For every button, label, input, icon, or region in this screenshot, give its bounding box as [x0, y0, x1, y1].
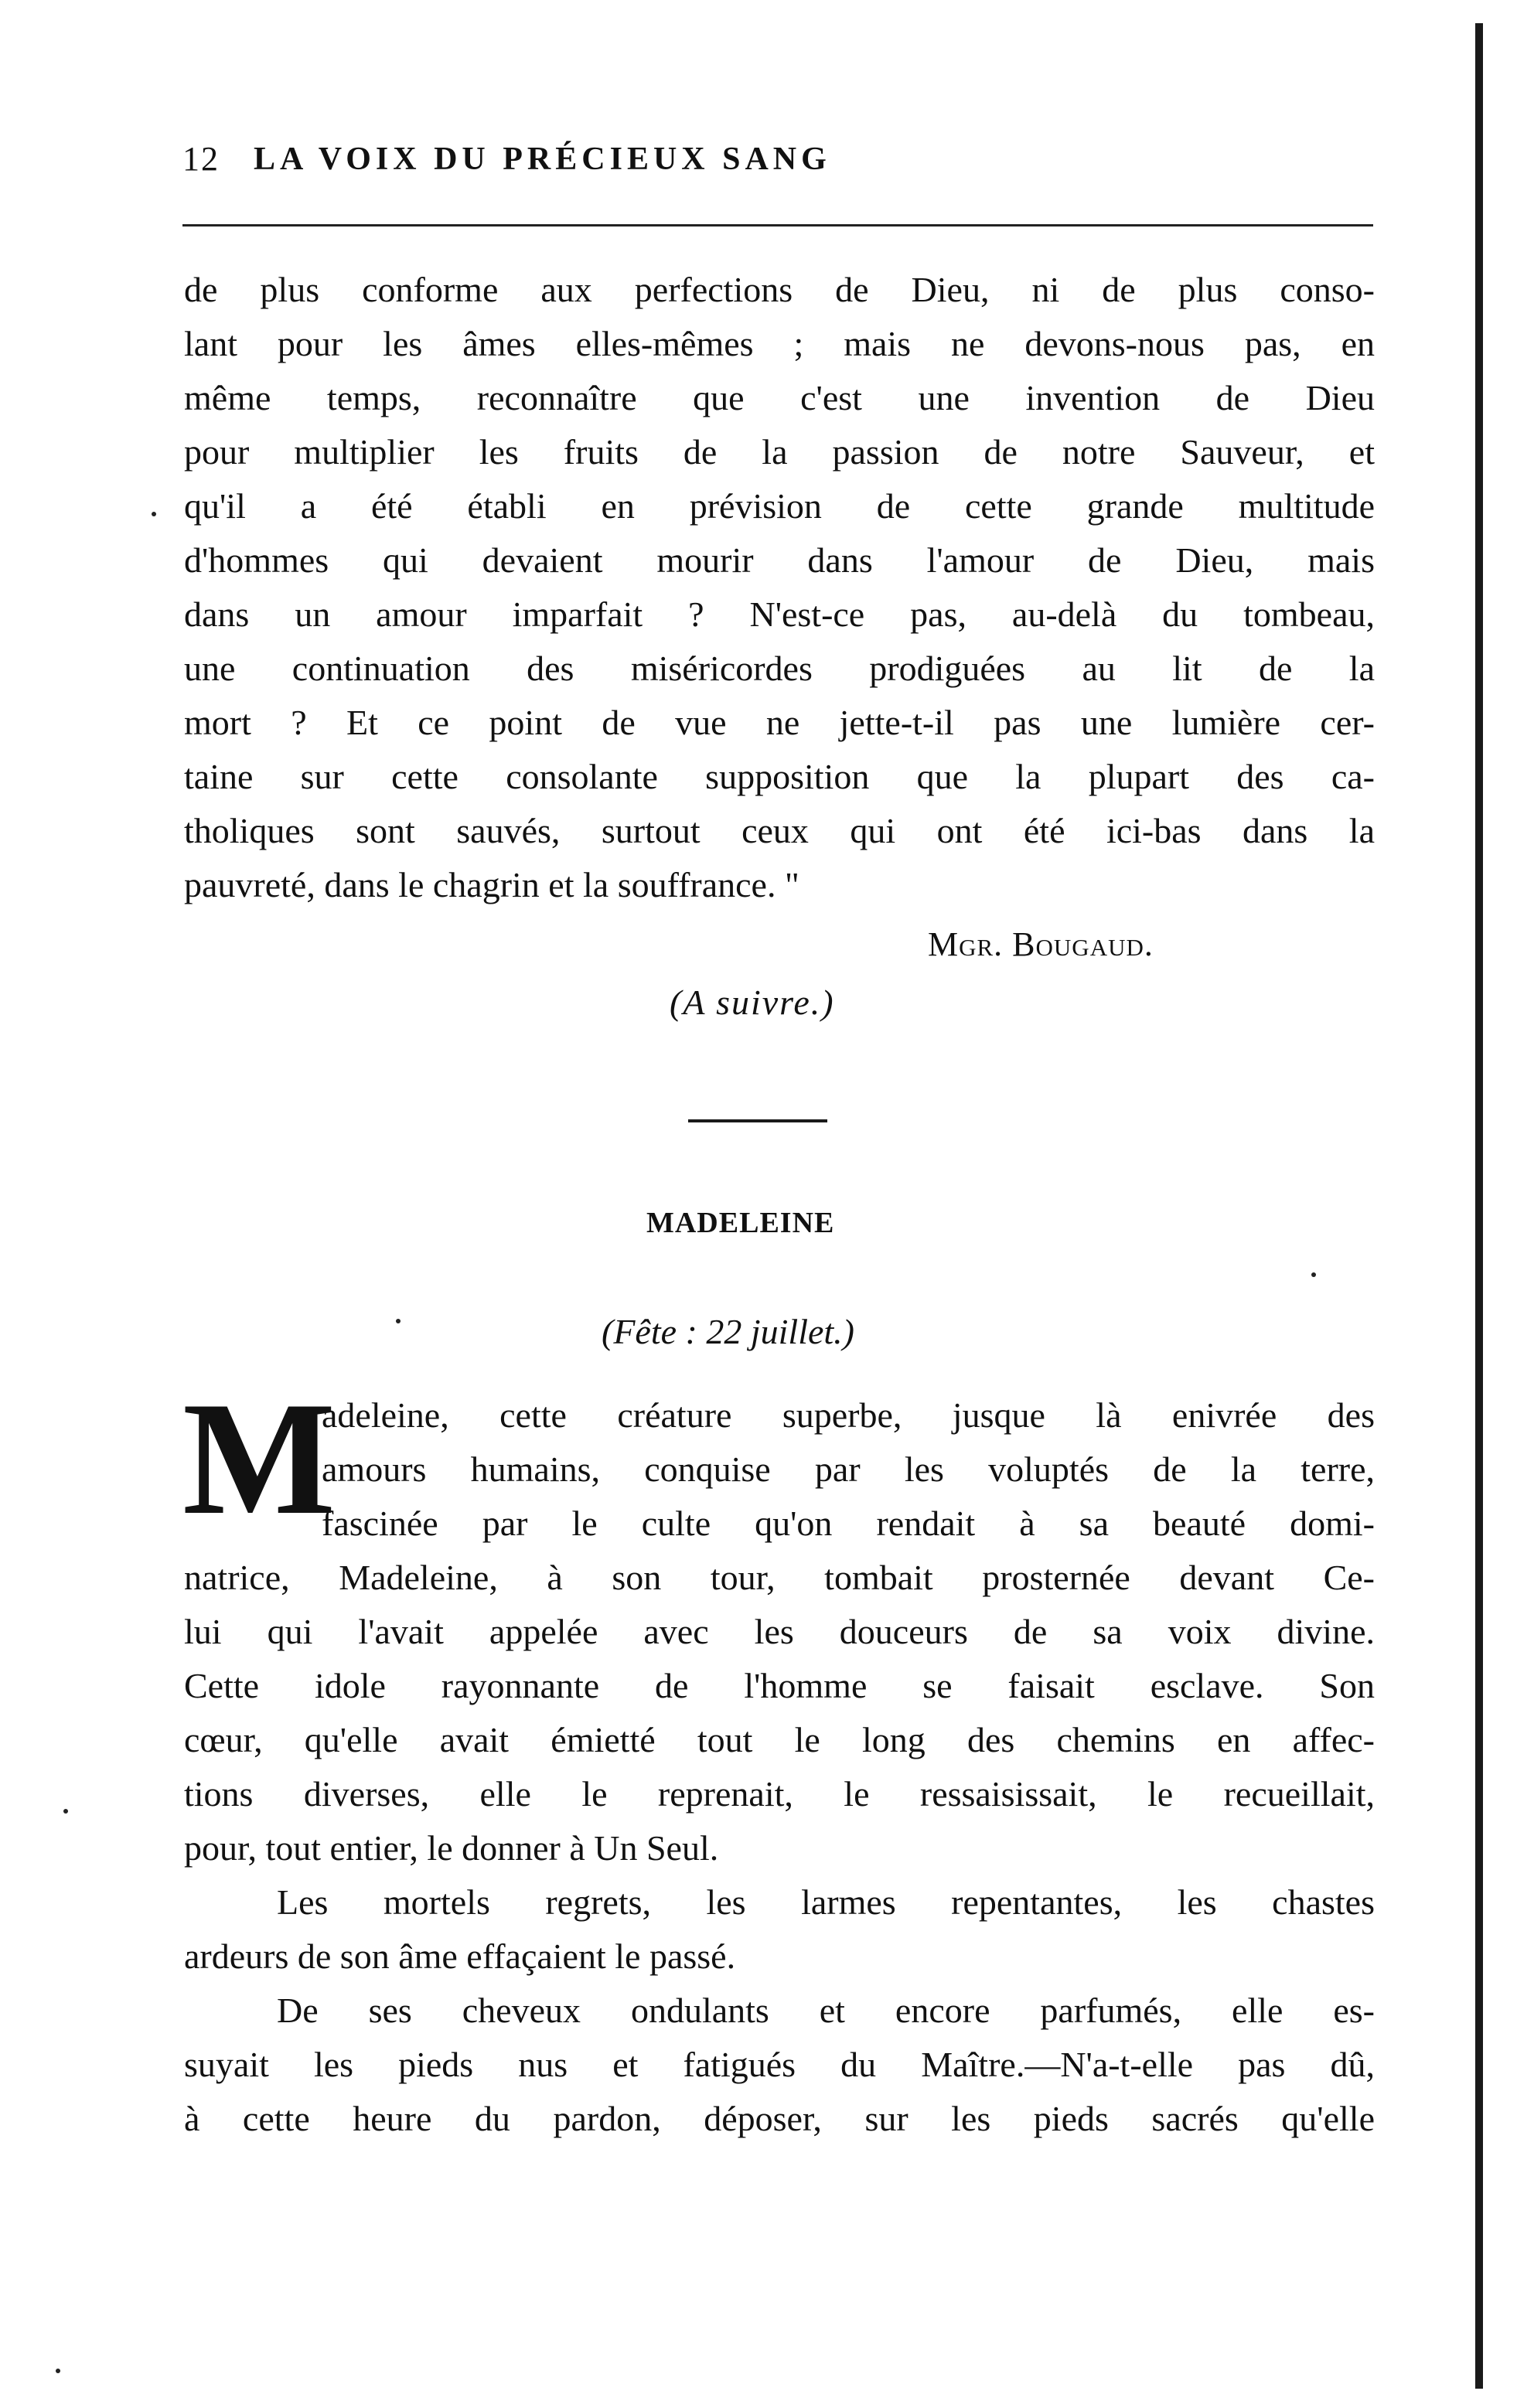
text-line: lui qui l'avait appelée avec les douceurs de sa voix divine.: [184, 1612, 1375, 1651]
text-line: pour multiplier les fruits de la passion de notre Sauveur, et: [184, 432, 1375, 472]
text-line: De ses cheveux ondulants et encore parfumés, elle es-: [277, 1991, 1375, 2030]
to-be-continued-note: (A suivre.): [670, 983, 835, 1022]
running-title: LA VOIX DU PRÉCIEUX SANG: [254, 141, 831, 177]
header-rule: [182, 224, 1373, 226]
margin-speck: [396, 1319, 401, 1323]
text-line: une continuation des miséricordes prodiguées au lit de la: [184, 649, 1375, 688]
text-line: même temps, reconnaître que c'est une invention de Dieu: [184, 378, 1375, 417]
margin-speck: [56, 2369, 60, 2373]
text-line: ardeurs de son âme effaçaient le passé.: [184, 1936, 736, 1976]
text-line: natrice, Madeleine, à son tour, tombait prosternée devant Ce-: [184, 1558, 1375, 1597]
text-line: de plus conforme aux perfections de Dieu, ni de plus conso-: [184, 270, 1375, 309]
text-line: adeleine, cette créature superbe, jusque là enivrée des: [322, 1395, 1375, 1435]
text-line: lant pour les âmes elles-mêmes ; mais ne devons-nous pas, en: [184, 324, 1375, 363]
dropcap-letter: M: [182, 1369, 336, 1548]
text-line: fascinée par le culte qu'on rendait à sa beauté domi-: [322, 1504, 1375, 1543]
text-line: Cette idole rayonnante de l'homme se faisait esclave. Son: [184, 1666, 1375, 1705]
continuation-text: [184, 263, 1375, 912]
feast-date: (Fête : 22 juillet.): [602, 1312, 854, 1351]
article-title: MADELEINE: [646, 1207, 835, 1239]
text-line: pauvreté, dans le chagrin et la souffrance. ": [184, 865, 799, 904]
text-line: tholiques sont sauvés, surtout ceux qui ont été ici-bas dans la: [184, 811, 1375, 850]
page-number: 12: [182, 140, 220, 178]
text-line: à cette heure du pardon, déposer, sur les pieds sacrés qu'elle: [184, 2099, 1375, 2138]
page-header: [182, 139, 1373, 193]
text-line: Les mortels regrets, les larmes repentantes, les chastes: [277, 1882, 1375, 1922]
margin-speck: [63, 1809, 68, 1814]
text-line: amours humains, conquise par les voluptés de la terre,: [322, 1449, 1375, 1489]
page-edge-rule: [1475, 23, 1483, 2389]
text-line: taine sur cette consolante supposition que la plupart des ca-: [184, 757, 1375, 796]
article-body: [184, 1388, 1375, 2146]
text-line: tions diverses, elle le reprenait, le ressaisissait, le recueillait,: [184, 1774, 1375, 1814]
author-signature: Mgr. Bougaud.: [928, 925, 1154, 963]
text-line: suyait les pieds nus et fatigués du Maître.—N'a-t-elle pas dû,: [184, 2045, 1375, 2084]
text-line: qu'il a été établi en prévision de cette grande multitude: [184, 486, 1375, 526]
text-line: cœur, qu'elle avait émietté tout le long des chemins en affec-: [184, 1720, 1375, 1759]
text-line: d'hommes qui devaient mourir dans l'amour de Dieu, mais: [184, 540, 1375, 580]
margin-speck: [152, 512, 156, 516]
text-line: pour, tout entier, le donner à Un Seul.: [184, 1828, 719, 1868]
section-divider: [688, 1119, 827, 1122]
text-line: mort ? Et ce point de vue ne jette-t-il pas une lumière cer-: [184, 703, 1375, 742]
margin-speck: [1311, 1272, 1316, 1277]
text-line: dans un amour imparfait ? N'est-ce pas, au-delà du tombeau,: [184, 594, 1375, 634]
